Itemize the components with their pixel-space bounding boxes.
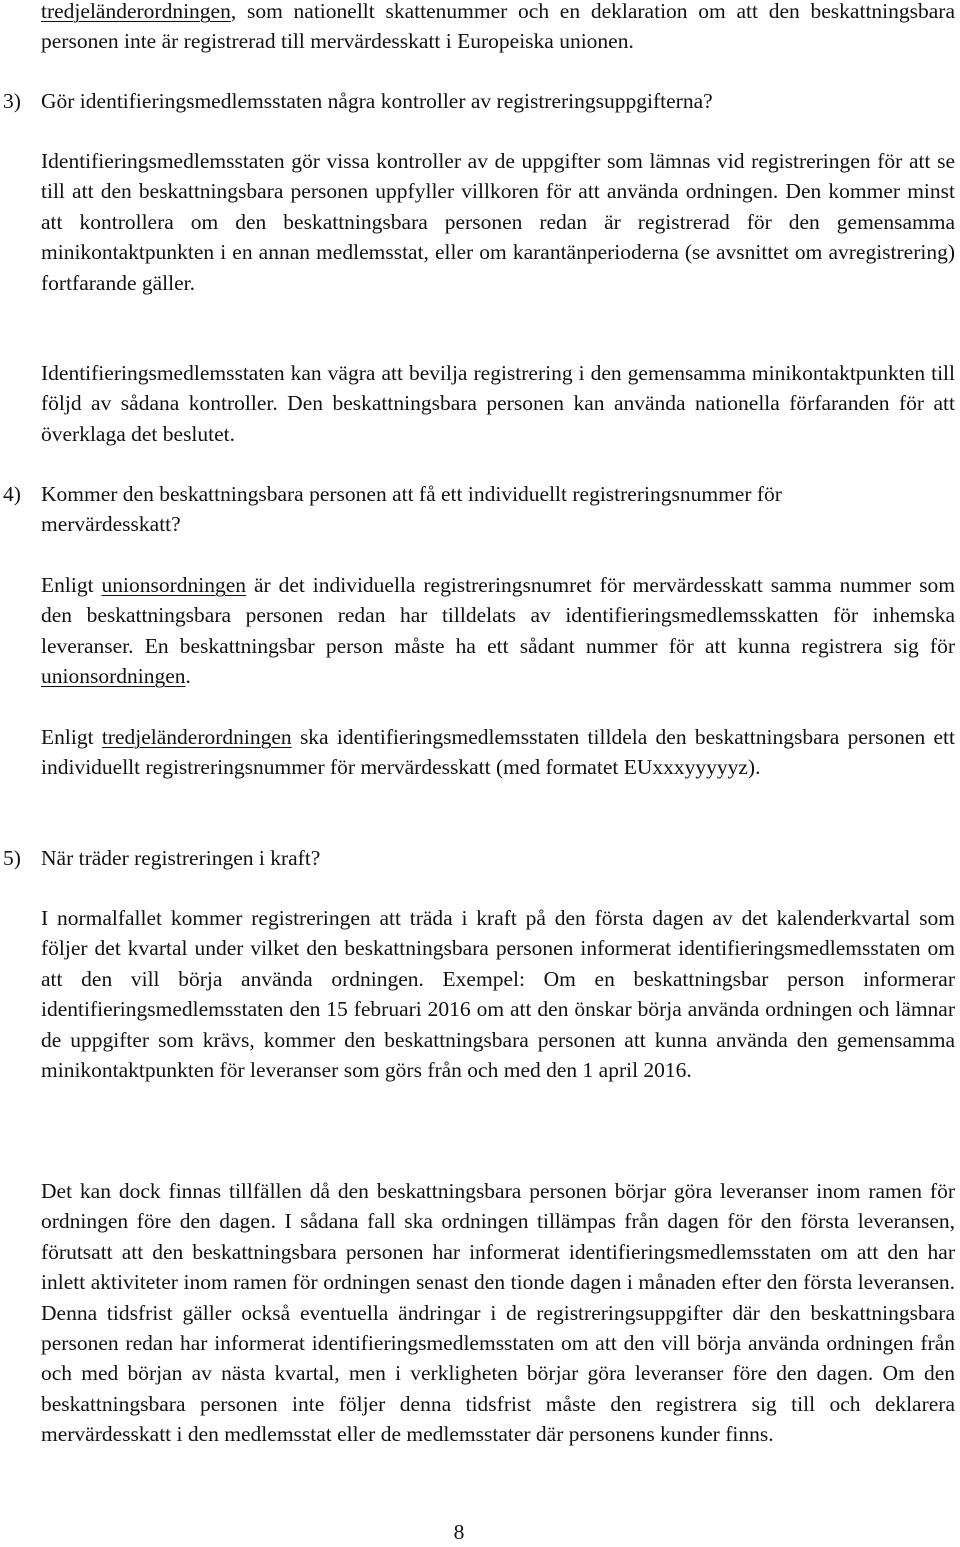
- unionsordningen-link-2: unionsordningen: [41, 664, 186, 689]
- question-3-text: Gör identifieringsmedlemsstaten några kontroller av registreringsuppgifterna?: [41, 89, 713, 113]
- question-5-text: När träder registreringen i kraft?: [41, 846, 321, 870]
- intro-text: , som nationellt skattenummer och en deklaration om att den beskattningsbara personen inte är registrerad till mervärdesskatt i Europeiska unionen.: [41, 0, 955, 54]
- page-number: 8: [453, 1520, 465, 1544]
- q4-p1-start: Enligt: [41, 573, 102, 597]
- q4-p1-mid: är det individuella registreringsnumret för mervärdesskatt samma nummer som den beskattningsbara personen redan har tilldelats av identifieringsmedlemsskatten för inhemska leveranser. En beskattningsbar person måste ha ett sådant nummer för att kunna registrera sig för: [41, 573, 955, 658]
- question-3-number: 3): [3, 89, 21, 113]
- q4-p2-start: Enligt: [41, 725, 102, 749]
- question-5-number: 5): [3, 846, 21, 870]
- q4-p2-end: ska identifieringsmedlemsstaten tilldela den beskattningsbara personen ett individuellt registreringsnummer för mervärdesskatt (med formatet EUxxxyyyyyz).: [41, 725, 955, 780]
- question-4-text-line1: Kommer den beskattningsbara personen att få ett individuellt registreringsnummer för: [41, 482, 782, 506]
- q3-paragraph-1: Identifieringsmedlemsstaten gör vissa kontroller av de uppgifter som lämnas vid registreringen för att se till att den beskattningsbara personen uppfyller villkoren för att använda ordningen. Den kommer minst att kontrollera om den beskattningsbara personen redan är registrerad för den gemensamma minikontaktpunkten i en annan medlemsstat, eller om karantänperioderna (se avsnittet om avregistrering) fortfarande gäller.: [41, 149, 955, 295]
- q4-paragraph-1: [41, 570, 955, 692]
- q5-paragraph-2: Det kan dock finnas tillfällen då den beskattningsbara personen börjar göra leveranser inom ramen för ordningen före den dagen. I sådana fall ska ordningen tillämpas från dagen för den första leveransen, förutsatt att den beskattningsbara personen har informerat identifieringsmedlemsstaten om att den har inlett aktiviteter inom ramen för ordningen senast den tionde dagen i månaden efter den första leveransen. Denna tidsfrist gäller också eventuella ändringar i de registreringsuppgifter där den beskattningsbara personen redan har informerat identifieringsmedlemsstaten om att den vill börja använda ordningen från och med början av nästa kvartal, men i verkligheten börjar göra leveranser före den dagen. Om den beskattningsbara personen inte följer denna tidsfrist måste den registrera sig till och deklarera mervärdesskatt i den medlemsstat eller de medlemsstater där personens kunder finns.: [41, 1179, 955, 1447]
- unionsordningen-link-1: unionsordningen: [101, 573, 247, 597]
- intro-paragraph: [41, 0, 955, 57]
- question-4-text-line2: mervärdesskatt?: [41, 512, 181, 537]
- question-4-number: 4): [3, 482, 21, 506]
- q3-paragraph-2: Identifieringsmedlemsstaten kan vägra att bevilja registrering i den gemensamma minikontaktpunkten till följd av sådana kontroller. Den beskattningsbara personen kan använda nationella förfaranden för att överklaga det beslutet.: [41, 361, 955, 446]
- q5-paragraph-1: I normalfallet kommer registreringen att träda i kraft på den första dagen av det kalenderkvartal som följer det kvartal under vilket den beskattningsbara personen informerat identifieringsmedlemsstaten om att den vill börja använda ordningen. Exempel: Om en beskattningsbar person informerar identifieringsmedlemsstaten den 15 februari 2016 om att den önskar börja använda ordningen och lämnar de uppgifter som krävs, kommer den beskattningsbara personen att kunna använda den gemensamma minikontaktpunkten för leveranser som görs från och med den 1 april 2016.: [41, 906, 955, 1083]
- q4-p1-end: .: [185, 664, 191, 689]
- q4-paragraph-2: [41, 722, 955, 783]
- question-4: [3, 479, 953, 540]
- question-3: [3, 86, 953, 116]
- question-5: [3, 843, 953, 873]
- tredjelanderordningen-link: tredjeländerordningen: [41, 0, 231, 23]
- tredjelanderordningen-link-2: tredjeländerordningen: [101, 725, 292, 749]
